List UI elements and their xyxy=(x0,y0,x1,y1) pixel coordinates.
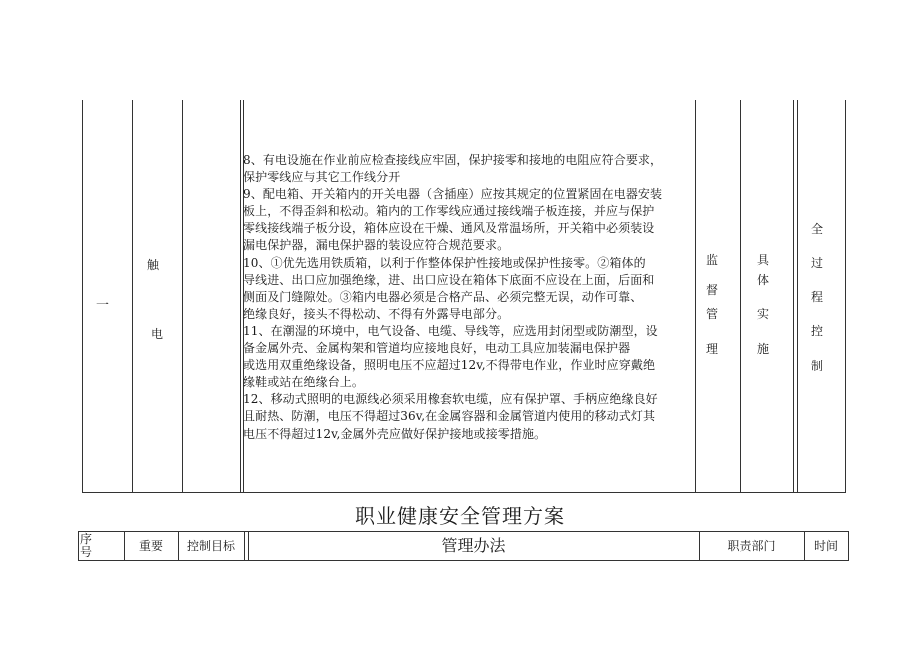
time-char: 过 xyxy=(811,256,824,270)
col-line xyxy=(240,100,241,493)
col-line xyxy=(78,531,79,561)
header-target: 控制目标 xyxy=(186,539,235,553)
measures-text: 8、有电设施在作业前应检查接线应牢固，保护接零和接地的电阻应符合要求， 保护零线应与其它工作线分开 9、配电箱、开关箱内的开关电器（含插座）应按其规定的位置紧固在电器安装 板上，不得歪斜和松动。箱内的工作零线应通过接线端子板连接，并应与保护 零线接线端子板分设，箱体应设在干燥、通风及常温场所，开关箱中必须装设 漏电保护器，漏电保护器的装设应符合规范要求。 10、①优先选用铁质箱，以利于作整体保护性接地或保护性接零。②箱体的 导线进、出口应加强绝缘，进、出口应设在箱体下底面不应设在上面，后面和 侧面及门缝隙处。③箱内电器必须是合格产品、必须完整无误，动作可靠、 绝缘良好，接头不得松动、不得有外露导电部分。 11、在潮湿的环境中，电气设备、电缆、导线等，应选用封闭型或防潮型，设 备金属外壳、金属构架和管道均应接地良好，电动工具应加装漏电保护器 或选用双重绝缘设备，照明电压不应超过12v,不得带电作业，作业时应穿戴绝 缘鞋或站在绝缘台上。 12、移动式照明的电源线必须采用橡套软电缆，应有保护罩、手柄应绝缘良好 且耐热、防潮，电压不得超过36v,在金属容器和金属管道内使用的移动式灯其 电压不得超过12v,金属外壳应做好保护接地或接零措施。 xyxy=(243,153,663,441)
col-line xyxy=(740,100,741,493)
row-line xyxy=(78,531,848,532)
col-line xyxy=(695,100,696,493)
col-line xyxy=(244,531,245,561)
dept-char: 监 xyxy=(706,253,719,267)
col-line xyxy=(848,531,849,561)
document-title: 职业健康安全管理方案 xyxy=(355,504,565,528)
time-char: 控 xyxy=(811,324,824,338)
row-line xyxy=(78,560,848,561)
impl-char: 施 xyxy=(757,342,770,356)
impl-char: 实 xyxy=(757,307,770,321)
col-line xyxy=(845,100,846,493)
time-char: 程 xyxy=(811,290,824,304)
col-line xyxy=(132,100,133,493)
time-char: 制 xyxy=(811,359,824,373)
dept-char: 督 xyxy=(706,283,719,297)
item-char: 触 xyxy=(147,258,160,272)
impl-char: 具 xyxy=(757,253,770,267)
col-line xyxy=(182,100,183,493)
seq-cell: 一 xyxy=(96,298,110,313)
col-line xyxy=(82,100,83,493)
header-importance: 重要 xyxy=(138,539,163,553)
impl-char: 体 xyxy=(757,273,770,287)
col-line xyxy=(793,100,794,493)
header-time: 时间 xyxy=(813,539,838,553)
col-line xyxy=(797,100,798,493)
dept-char: 管 xyxy=(706,307,719,321)
header-seq: 序号 xyxy=(80,532,93,559)
time-char: 全 xyxy=(811,222,824,236)
header-method: 管理办法 xyxy=(441,536,506,555)
item-char: 电 xyxy=(151,327,164,341)
row-line xyxy=(82,492,846,493)
header-dept: 职责部门 xyxy=(727,539,776,553)
dept-char: 理 xyxy=(706,342,719,356)
